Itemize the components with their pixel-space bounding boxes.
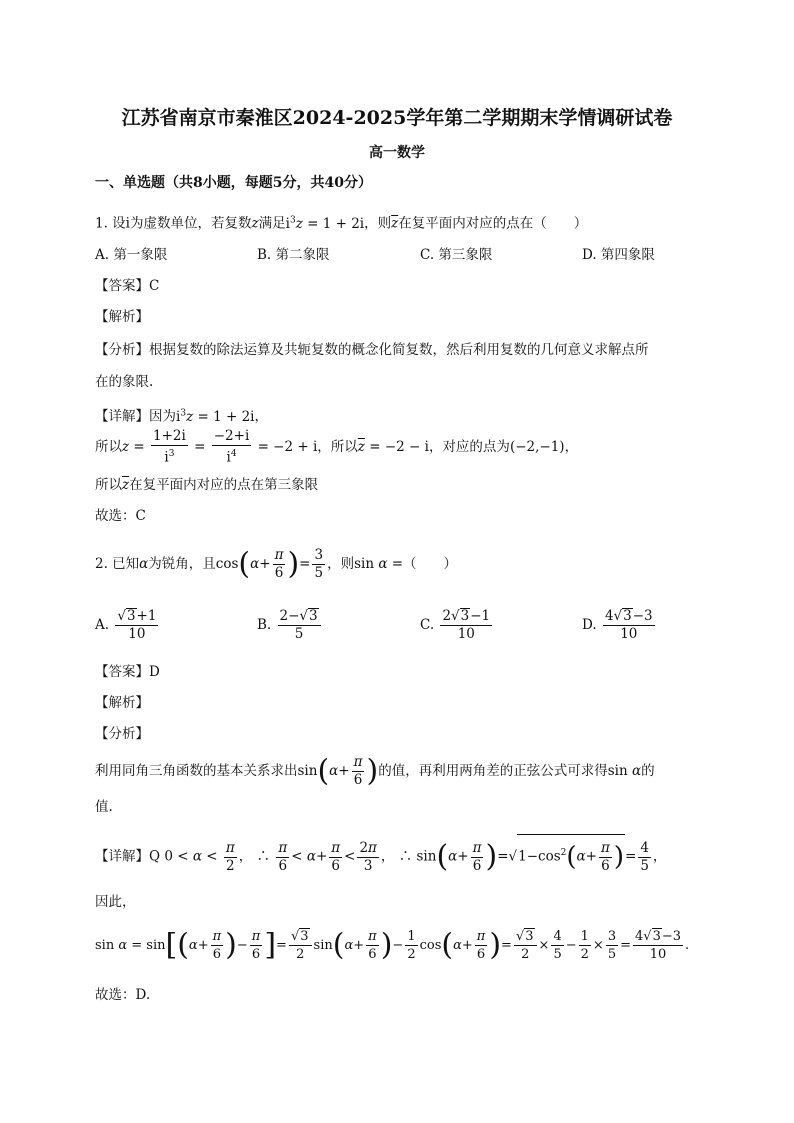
- fraction: $\frac{√3}{2}$: [289, 928, 312, 963]
- q1-answer: 【答案】C: [95, 278, 160, 294]
- q2-option-b: B. $\frac{2-√3}{5}$: [257, 605, 323, 645]
- fraction: $\frac{4√3-3}{10}$: [604, 608, 653, 642]
- q1-option-c: C. 第三象限: [420, 247, 493, 263]
- q1-fenxi-line2: 在的象限.: [95, 374, 154, 390]
- q2-option-a: A. $\frac{√3+1}{10}$: [95, 608, 157, 642]
- q2-jiexi: 【解析】: [95, 695, 149, 711]
- fraction: $\frac{3}{5}$: [607, 929, 617, 962]
- fraction: $\frac{-2+i}{i^4}$: [213, 428, 250, 466]
- q2-choose: 故选：D.: [95, 987, 151, 1003]
- fraction: $\frac{\pi}{2}$: [225, 839, 235, 874]
- fraction: $\frac{\pi}{6}$: [476, 929, 486, 962]
- q1-option-d: D. 第四象限: [582, 247, 655, 263]
- q2-option-c: C. $\frac{2√3-1}{10}$: [420, 608, 491, 642]
- q1-detail-line2: 所以z = $\frac{1+2i}{i^3}$ = $\frac{-2+i}{i^4}$ = −2 + i，所以$\overline{z} = -2 - i$，对应的点为(−2,−1)，: [95, 428, 579, 466]
- fraction: $\frac{1+2i}{i^3}$: [153, 428, 186, 466]
- fraction: $\frac{\pi}{6}$: [212, 929, 222, 962]
- fraction: $\frac{4}{5}$: [640, 839, 649, 874]
- fraction: $\frac{\pi}{6}$: [251, 929, 261, 962]
- fraction: $\frac{\pi}{6}$: [278, 839, 288, 874]
- fraction: $\frac{1}{2}$: [407, 929, 416, 962]
- fraction: $\frac{2√3-1}{10}$: [442, 608, 491, 642]
- fraction: $\frac{\pi}{6}$: [472, 839, 482, 874]
- q2-fenxi-line1: 利用同角三角函数的基本关系求出sin(α+ $\frac{\pi}{6}$ )的值，再利用两角差的正弦公式可求得sin α的: [95, 753, 655, 789]
- q2-hence: 因此，: [95, 894, 136, 910]
- fraction: $\frac{4√3-3}{10}$: [635, 929, 682, 962]
- fraction: $\frac{2-√3}{5}$: [278, 608, 321, 643]
- fraction: $\frac{√3+1}{10}$: [117, 608, 157, 642]
- fraction: $\frac{√3}{2}$: [514, 928, 537, 963]
- q1-fenxi-line1: 【分析】根据复数的除法运算及共轭复数的概念化简复数，然后利用复数的几何意义求解点所: [95, 342, 649, 358]
- q2-fenxi: 【分析】: [95, 726, 149, 742]
- q1-option-a: A. 第一象限: [95, 247, 168, 263]
- fraction: $\frac{1}{2}$: [580, 929, 589, 962]
- q2-answer: 【答案】D: [95, 664, 160, 680]
- fraction: $\frac{\pi}{6}$: [368, 929, 377, 962]
- q1-choose: 故选：C: [95, 508, 146, 524]
- q2-stem: 2. 已知α为锐角，且cos(α+ $\frac{\pi}{6}$ )= $\frac{3}{5}$ ，则sin α =（ ）: [95, 546, 458, 582]
- q1-detail-line1: 【详解】因为$i^3z = 1 + 2i$，: [95, 408, 268, 425]
- q1-jiexi: 【解析】: [95, 309, 149, 325]
- section-heading: 一、单选题（共8小题，每题5分，共40分）: [95, 175, 372, 191]
- q1-option-b: B. 第二象限: [257, 247, 330, 263]
- fraction: $\frac{3}{5}$: [314, 547, 324, 581]
- q2-detail-line1: 【详解】Q 0 < α < $\frac{\pi}{2}$ ， ∴ $\frac{\pi}{6}$ < α+ $\frac{\pi}{6}$ < $\frac{2\pi}{3}$ ， ∴ sin(α+ $\frac{\pi}{6}$ )$=√1-\cos^2(\alpha+$ $\frac{\pi}{6}$ )= $\frac{4}{5}$ ，: [95, 834, 666, 877]
- fraction: $\frac{\pi}{6}$: [600, 839, 610, 874]
- fraction: $\frac{\pi}{6}$: [353, 754, 363, 788]
- page-subtitle: 高一数学: [369, 145, 425, 161]
- q2-fenxi-line2: 值.: [95, 799, 113, 815]
- q2-derivation: sin α = sin[(α+ $\frac{\pi}{6}$ )− $\frac{\pi}{6}$ ]= $\frac{√3}{2}$ sin(α+ $\frac{\pi}{6}$ )− $\frac{1}{2}$ cos(α+ $\frac{\pi}{6}$ )= $\frac{√3}{2}$ × $\frac{4}{5}$ − $\frac{1}{2}$ × $\frac{3}{5}$ = $\frac{4√3-3}{10}$ .: [95, 927, 690, 963]
- fraction: $\frac{4}{5}$: [553, 929, 562, 962]
- page-title: 江苏省南京市秦淮区2024-2025学年第二学期期末学情调研试卷: [121, 107, 673, 129]
- fraction: $\frac{\pi}{6}$: [331, 839, 341, 874]
- q2-option-d: D. $\frac{4√3-3}{10}$: [582, 608, 653, 642]
- q1-stem: 1. 设i为虚数单位，若复数z满足$i^3z = 1 + 2i$，则$\overline{z}$在复平面内对应的点在（ ）: [95, 215, 588, 232]
- q1-detail-line3: 所以$\overline{z}$在复平面内对应的点在第三象限: [95, 477, 319, 493]
- fraction: $\frac{\pi}{6}$: [274, 547, 284, 581]
- fraction: $\frac{2\pi}{3}$: [359, 839, 377, 874]
